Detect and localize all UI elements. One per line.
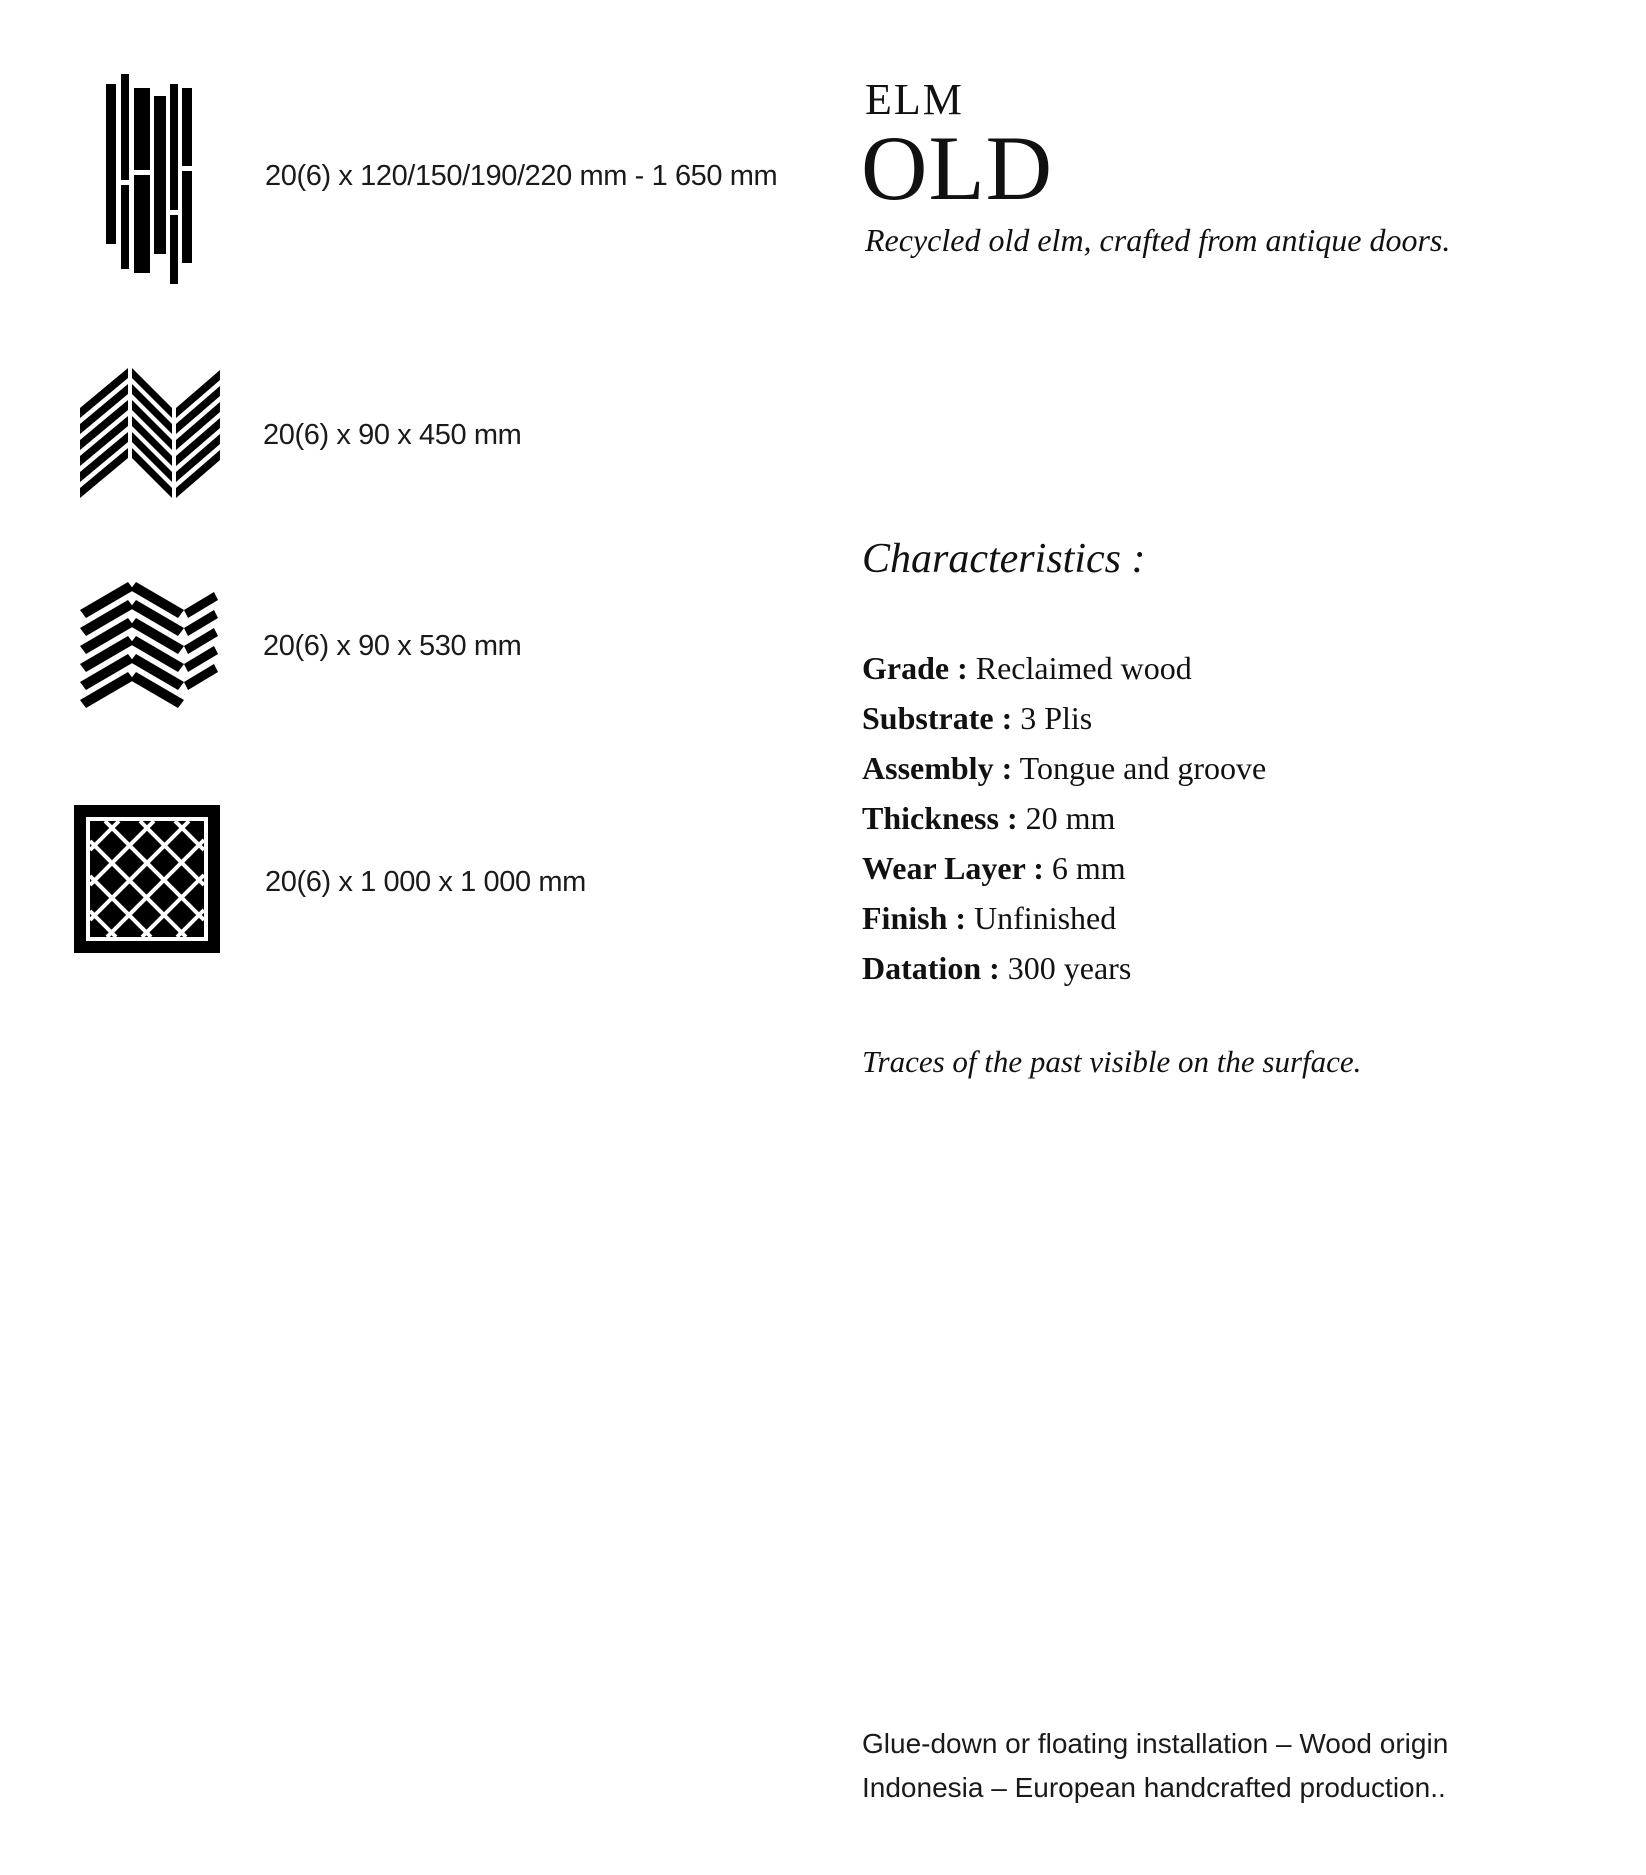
characteristic-value: Reclaimed wood [975,650,1192,686]
footer-line: Indonesia – European handcrafted production.. [862,1772,1446,1803]
characteristic-value: 3 Plis [1020,700,1093,736]
footer-text [862,1722,1562,1810]
characteristic-label: Grade : [862,650,968,686]
characteristic-item [862,743,1266,793]
characteristic-value: 300 years [1007,950,1132,986]
characteristic-item [862,693,1266,743]
characteristic-item [862,893,1266,943]
characteristic-label: Substrate : [862,700,1013,736]
characteristic-value: Unfinished [974,900,1117,936]
pattern-dimensions: 20(6) x 90 x 530 mm [263,630,522,662]
characteristic-value: 6 mm [1051,850,1126,886]
characteristic-value: Tongue and groove [1019,750,1267,786]
characteristic-label: Assembly : [862,750,1013,786]
characteristic-item [862,943,1266,993]
characteristic-label: Finish : [862,900,967,936]
versailles-panel-icon [74,805,220,953]
footer-line: Glue-down or floating installation – Wood origin [862,1728,1449,1759]
herringbone-pattern-icon [80,582,218,714]
characteristic-item [862,843,1266,893]
characteristic-label: Wear Layer : [862,850,1044,886]
pattern-dimensions: 20(6) x 1 000 x 1 000 mm [265,866,586,898]
strip-plank-pattern-icon [104,74,192,284]
product-name: OLD [861,117,1054,219]
surface-note: Traces of the past visible on the surface. [862,1044,1362,1079]
product-tagline: Recycled old elm, crafted from antique doors. [865,222,1451,258]
pattern-dimensions: 20(6) x 90 x 450 mm [263,419,522,451]
pattern-dimensions: 20(6) x 120/150/190/220 mm - 1 650 mm [265,160,778,192]
characteristic-item [862,793,1266,843]
characteristics-heading: Characteristics : [862,536,1146,582]
characteristic-label: Thickness : [862,800,1018,836]
characteristic-item [862,643,1266,693]
product-species: ELM [865,75,964,124]
chevron-pattern-icon [80,368,220,506]
characteristics-list [862,643,1266,993]
characteristic-label: Datation : [862,950,1000,986]
characteristic-value: 20 mm [1025,800,1116,836]
